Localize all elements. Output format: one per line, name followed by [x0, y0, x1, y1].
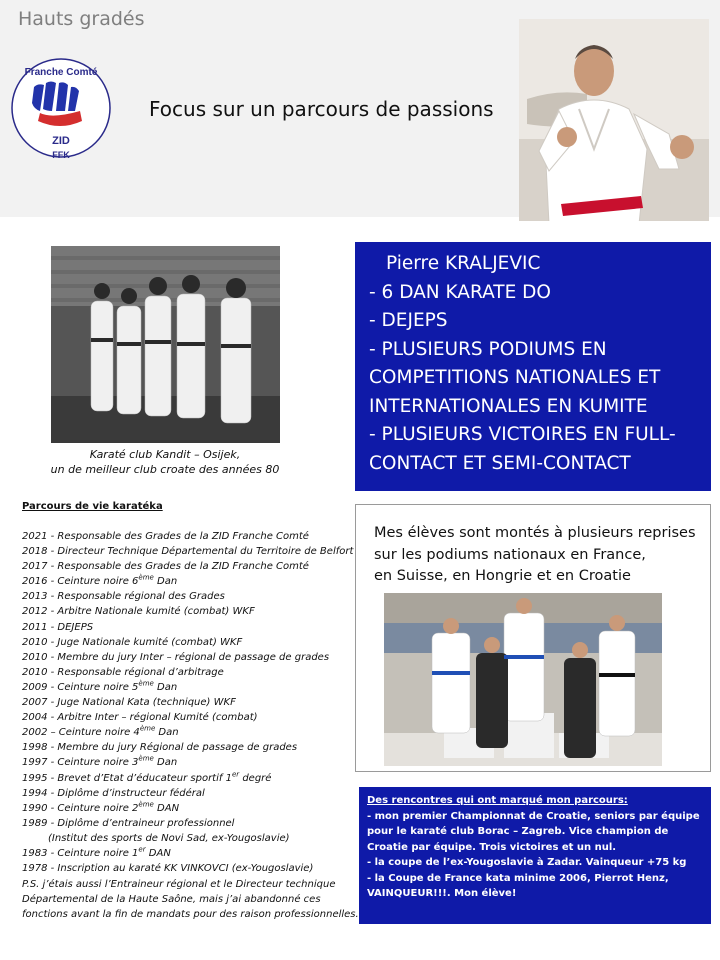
students-line: sur les podiums nationaux en France, [374, 546, 646, 563]
timeline-item-suffix: DAN [153, 802, 180, 814]
bio-line: COMPETITIONS NATIONALES ET [369, 367, 661, 388]
encounters-line: VAINQUEUR!!!. Mon élève! [367, 888, 517, 899]
encounters-line: - mon premier Championnat de Croatie, seniors par équipe [367, 810, 700, 822]
timeline-item [22, 635, 352, 650]
team-photo [51, 246, 280, 443]
bio-name: Pierre KRALJEVIC [386, 253, 541, 274]
students-box [355, 504, 711, 772]
encounters-title: Des rencontres qui ont marqué mon parcours: [367, 795, 628, 806]
timeline-item-text: 1998 - Membre du jury Régional de passage de grades [22, 742, 298, 754]
section-label: Hauts gradés [18, 8, 145, 30]
timeline-item-sup: ème [138, 679, 154, 688]
timeline-item-text: (Institut des sports de Novi Sad, ex-Yougoslavie) [48, 832, 290, 844]
timeline-item-text: 2013 - Responsable régional des Grades [22, 591, 225, 603]
logo-top-text: Franche Comté [24, 67, 98, 78]
timeline-item-suffix: degré [239, 772, 272, 784]
timeline-item [22, 574, 352, 589]
timeline-item [22, 650, 352, 665]
timeline-item-text: 1989 - Diplôme d’entraineur professionnel [22, 817, 235, 829]
timeline-item-sup: er [231, 770, 240, 779]
caption-line: Karaté club Kandit – Osijek, [89, 448, 241, 461]
timeline-item [22, 816, 352, 831]
timeline-item-sup: er [138, 845, 146, 854]
timeline-item [22, 786, 352, 801]
timeline-item-text: 2004 - Arbitre Inter – régional Kumité (combat) [22, 712, 258, 724]
timeline-item-text: 2018 - Directeur Technique Départemental du Territoire de Belfort [22, 546, 354, 558]
timeline-item [22, 604, 352, 619]
timeline-item-text: 1995 - Brevet d’Etat d’éducateur sportif 1 [22, 772, 232, 784]
encounters-line: pour le karaté club Borac – Zagreb. Vice champion de [367, 826, 669, 837]
timeline-item [22, 695, 352, 710]
timeline-item-sup: ème [138, 755, 154, 764]
timeline-item [22, 544, 352, 559]
bio-box [355, 242, 711, 491]
timeline-item-text: 2007 - Juge National Kata (technique) WKF [22, 697, 236, 709]
page-headline: Focus sur un parcours de passions [149, 97, 494, 121]
timeline-item-suffix: Dan [153, 681, 178, 693]
team-photo-caption [30, 447, 300, 477]
logo-mid-text: ZID [52, 135, 70, 147]
timeline-item [22, 725, 352, 740]
ps-line: P.S. j’étais aussi l’Entraineur régional et le Directeur technique [22, 879, 336, 890]
timeline-item-text: 1990 - Ceinture noire 2 [22, 802, 139, 814]
timeline-item-sup: ème [139, 724, 156, 733]
timeline-item [22, 559, 352, 574]
caption-line: un de meilleur club croate des années 80 [50, 463, 280, 476]
timeline-item-suffix: DAN [145, 847, 171, 859]
timeline-item-sup: ème [138, 573, 154, 582]
timeline-item-suffix: Dan [153, 576, 178, 588]
portrait-photo [519, 19, 709, 221]
timeline-item [22, 861, 352, 876]
encounters-line: - la Coupe de France kata minime 2006, Pierrot Henz, [367, 872, 669, 884]
ps-line: fonctions avant la fin de mandats pour des raison professionnelles. [22, 909, 359, 920]
timeline-item-suffix: Dan [153, 757, 178, 769]
timeline-item [22, 740, 352, 755]
encounters-line: Croatie par équipe. Trois victoires et un nul. [367, 841, 617, 853]
timeline-list [22, 529, 352, 876]
timeline-item [22, 755, 352, 770]
timeline-item-text: 2011 - DEJEPS [22, 621, 94, 633]
timeline-item-sup: ème [138, 800, 154, 809]
encounters-box [359, 787, 711, 924]
timeline-item-text: 1983 - Ceinture noire 1 [22, 847, 139, 859]
timeline-item-text: 2010 - Juge Nationale kumité (combat) WKF [22, 636, 243, 648]
timeline-item-text: 2016 - Ceinture noire 6 [22, 576, 139, 588]
timeline-item-text: 2009 - Ceinture noire 5 [22, 681, 139, 693]
timeline-item [22, 665, 352, 680]
encounters-line: - la coupe de l’ex-Yougoslavie à Zadar. Vainqueur +75 kg [367, 857, 687, 868]
timeline-item-text: 2010 - Membre du jury Inter – régional de passage de grades [22, 651, 330, 663]
bio-line: - 6 DAN KARATE DO [369, 281, 551, 303]
timeline-item [22, 801, 352, 816]
students-text [374, 523, 696, 588]
timeline-item-text: 1978 - Inscription au karaté KK VINKOVCI (ex-Yougoslavie) [22, 863, 314, 875]
timeline-item-text: 2010 - Responsable régional d’arbitrage [22, 666, 224, 678]
timeline-item [22, 771, 352, 786]
timeline-item-text: 2012 - Arbitre Nationale kumité (combat) WKF [22, 606, 255, 618]
timeline-title: Parcours de vie karatéka [22, 501, 163, 512]
timeline-item [22, 529, 352, 544]
students-line: en Suisse, en Hongrie et en Croatie [374, 568, 631, 584]
timeline-item [22, 620, 352, 635]
timeline-item-text: 1994 - Diplôme d’instructeur fédéral [22, 787, 205, 799]
timeline-item-text: 2017 - Responsable des Grades de la ZID Franche Comté [22, 561, 309, 573]
bio-line: - PLUSIEURS PODIUMS EN [369, 338, 607, 360]
timeline-item [22, 846, 352, 861]
bio-line: INTERNATIONALES EN KUMITE [369, 395, 648, 417]
timeline-item [22, 710, 352, 725]
timeline-item [22, 680, 352, 695]
zid-ffk-logo [10, 57, 112, 159]
timeline-item-text: 1997 - Ceinture noire 3 [22, 757, 139, 769]
logo-bottom-text: FFK [52, 150, 70, 159]
timeline-item-text: 2021 - Responsable des Grades de la ZID Franche Comté [22, 531, 309, 542]
podium-photo [384, 593, 662, 766]
ps-line: Départemental de la Haute Saône, mais j’ai abandonné ces [22, 894, 321, 905]
bio-line: CONTACT ET SEMI-CONTACT [369, 452, 631, 474]
bio-line: - PLUSIEURS VICTOIRES EN FULL- [369, 424, 676, 445]
timeline-item [22, 831, 352, 846]
timeline-item [22, 589, 352, 604]
timeline-item-text: 2002 – Ceinture noire 4 [22, 727, 140, 739]
bio-line: - DEJEPS [369, 310, 448, 331]
students-line: Mes élèves sont montés à plusieurs reprises [374, 525, 696, 541]
ps-note [22, 877, 359, 922]
timeline-item-suffix: Dan [155, 727, 179, 739]
